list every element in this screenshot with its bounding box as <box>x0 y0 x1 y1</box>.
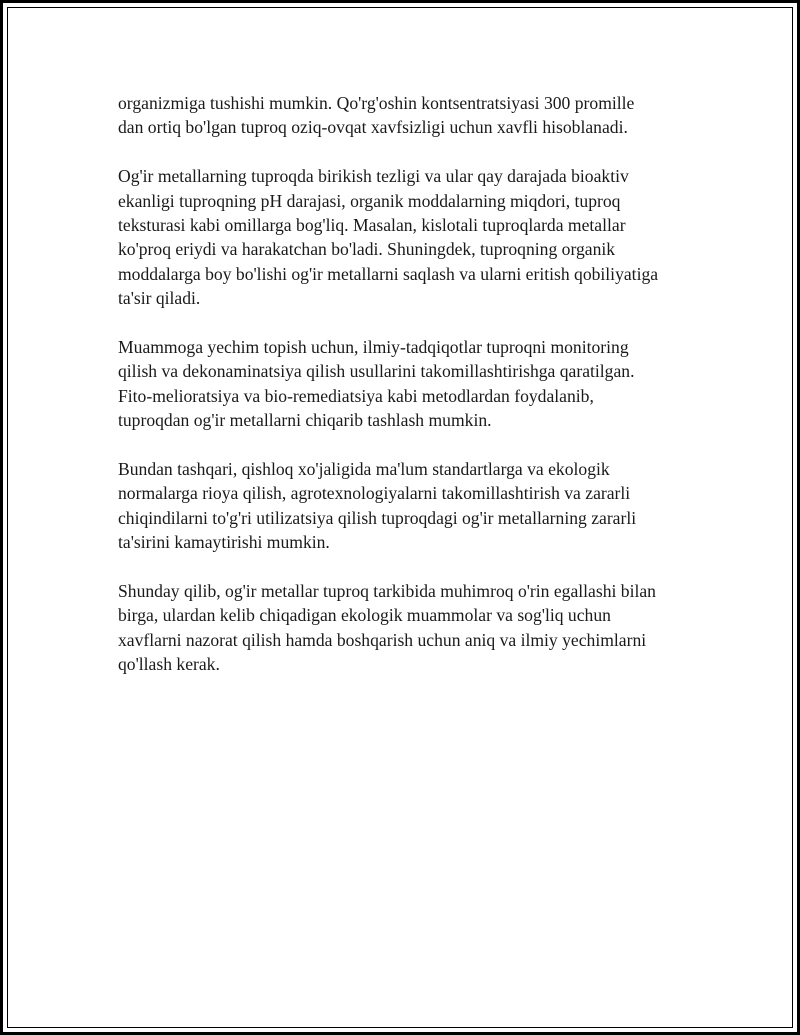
text-line: moddalarga boy bo'lishi og'ir metallarni saqlash va ularni eritish qobiliyatiga <box>118 263 659 284</box>
text-line: tuproqdan og'ir metallarni chiqarib tashlash mumkin. <box>118 410 492 431</box>
paragraph-4 <box>118 457 698 555</box>
text-line: xavflarni nazorat qilish hamda boshqarish uchun aniq va ilmiy yechimlarni <box>118 629 647 650</box>
text-line: Fito-melioratsiya va bio-remediatsiya kabi metodlardan foydalanib, <box>118 385 594 406</box>
text-line: qo'llash kerak. <box>118 654 220 675</box>
text-line: Muammoga yechim topish uchun, ilmiy-tadqiqotlar tuproqni monitoring <box>118 337 629 358</box>
text-line: Bundan tashqari, qishloq xo'jaligida ma'lum standartlarga va ekologik <box>118 459 610 480</box>
text-line: normalarga rioya qilish, agrotexnologiyalarni takomillashtirish va zararli <box>118 483 631 504</box>
paragraph-2 <box>118 164 698 310</box>
text-line: dan ortiq bo'lgan tuproq oziq-ovqat xavfsizligi uchun xavfli hisoblanadi. <box>118 117 628 138</box>
text-line: Shunday qilib, og'ir metallar tuproq tarkibida muhimroq o'rin egallashi bilan <box>118 581 656 602</box>
text-line: ko'proq eriydi va harakatchan bo'ladi. Shuningdek, tuproqning organik <box>118 239 616 260</box>
text-line: teksturasi kabi omillarga bog'liq. Masalan, kislotali tuproqlarda metallar <box>118 215 626 236</box>
paragraph-5 <box>118 579 698 677</box>
paragraph-3 <box>118 335 698 433</box>
text-line: organizmiga tushishi mumkin. Qo'rg'oshin kontsentratsiyasi 300 promille <box>118 93 635 113</box>
text-line: ekanligi tuproqning pH darajasi, organik moddalarning miqdori, tuproq <box>118 190 621 211</box>
text-line: Og'ir metallarning tuproqda birikish tezligi va ular qay darajada bioaktiv <box>118 166 629 187</box>
text-line: ta'sirini kamaytirishi mumkin. <box>118 532 330 553</box>
document-body <box>118 91 698 701</box>
paragraph-1 <box>118 91 698 140</box>
text-line: birga, ulardan kelib chiqadigan ekologik muammolar va sog'liq uchun <box>118 605 611 626</box>
text-line: chiqindilarni to'g'ri utilizatsiya qilish tuproqdagi og'ir metallarning zararli <box>118 507 637 528</box>
text-line: qilish va dekonaminatsiya qilish usullarini takomillashtirishga qaratilgan. <box>118 361 635 382</box>
text-line: ta'sir qiladi. <box>118 288 201 309</box>
